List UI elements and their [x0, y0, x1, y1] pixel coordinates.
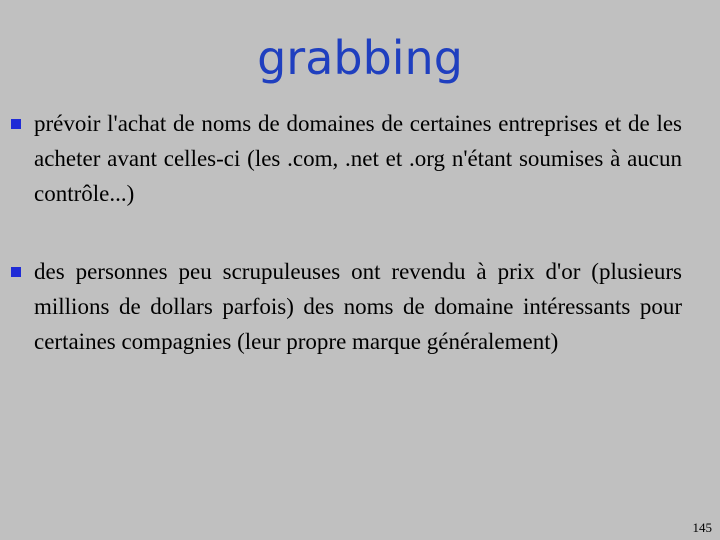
square-bullet-icon: [11, 267, 21, 277]
page-number: 145: [692, 520, 712, 535]
bullet-text: prévoir l'achat de noms de domaines de certaines entreprises et de les acheter avant celles-ci (les .com, .net et .org n'étant soumises à aucun contrôle...): [34, 111, 682, 206]
bullet-item: [34, 254, 682, 359]
bullet-item: [34, 106, 682, 211]
slide-title: grabbing: [257, 31, 463, 85]
square-bullet-icon: [11, 119, 21, 129]
bullet-text: des personnes peu scrupuleuses ont revendu à prix d'or (plusieurs millions de dollars parfois) des noms de domaine intéressants pour certaines compagnies (leur propre marque généralement): [34, 259, 682, 354]
